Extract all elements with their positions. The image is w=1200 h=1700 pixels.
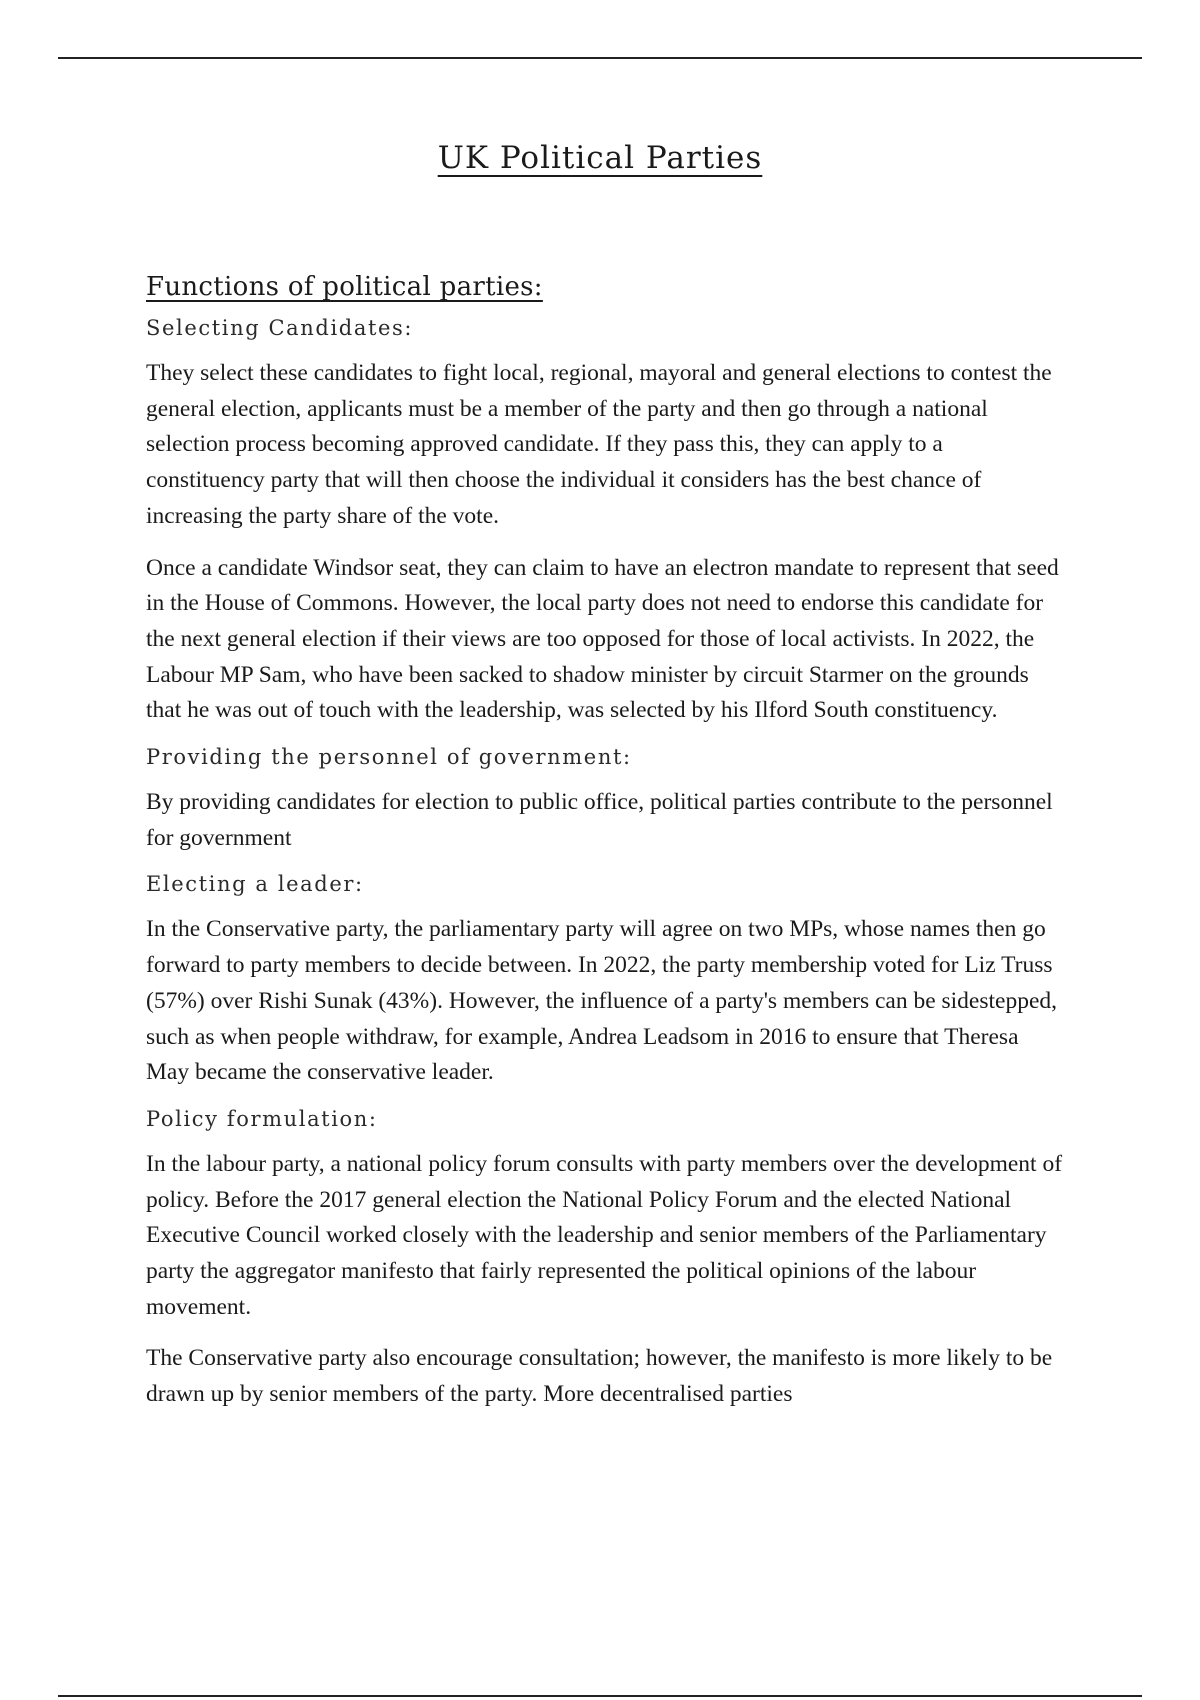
paragraph: The Conservative party also encourage consultation; however, the manifesto is more likely to be drawn up by senior members of the party. More decentralised parties: [146, 1345, 1053, 1408]
subheading-policy-formulation: Policy formulation:: [146, 1106, 378, 1131]
top-divider: [58, 57, 1142, 59]
subheading-personnel-of-government: Providing the personnel of government:: [146, 745, 632, 770]
section-heading: Functions of political parties:: [146, 272, 543, 302]
paragraph: They select these candidates to fight local, regional, mayoral and general elections to contest the general election, applicants must be a member of the party and then go through a national selection process becoming approved candidate. If they pass this, they can apply to a constituency party that will then choose the individual it considers has the best chance of increasing the party share of the vote.: [146, 360, 1052, 529]
page-title: UK Political Parties: [437, 140, 763, 176]
subheading-selecting-candidates: Selecting Candidates:: [146, 316, 414, 340]
paragraph: By providing candidates for election to public office, political parties contribute to the personnel for government: [146, 789, 1053, 851]
bottom-divider: [58, 1695, 1142, 1697]
paragraph: In the Conservative party, the parliamentary party will agree on two MPs, whose names then go forward to party members to decide between. In 2022, the party membership voted for Liz Truss (57%) over Rishi Sunak (43%). However, the influence of a party's members can be sidestepped, such as when people withdraw, for example, Andrea Leadsom in 2016 to ensure that Theresa May became the conservative leader.: [146, 916, 1058, 1086]
document-body: [146, 272, 1066, 1429]
paragraph: Once a candidate Windsor seat, they can claim to have an electron mandate to represent that seed in the House of Commons. However, the local party does not need to endorse this candidate for the next general election if their views are too opposed for those of local activists. In 2022, the Labour MP Sam, who have been sacked to shadow minister by circuit Starmer on the grounds that he was out of touch with the leadership, was selected by his Ilford South constituency.: [146, 554, 1059, 724]
subheading-electing-a-leader: Electing a leader:: [146, 872, 364, 897]
paragraph: In the labour party, a national policy forum consults with party members over the development of policy. Before the 2017 general election the National Policy Forum and the elected National Executive Council worked closely with the leadership and senior members of the Parliamentary party the aggregator manifesto that fairly represented the political opinions of the labour movement.: [146, 1150, 1063, 1320]
